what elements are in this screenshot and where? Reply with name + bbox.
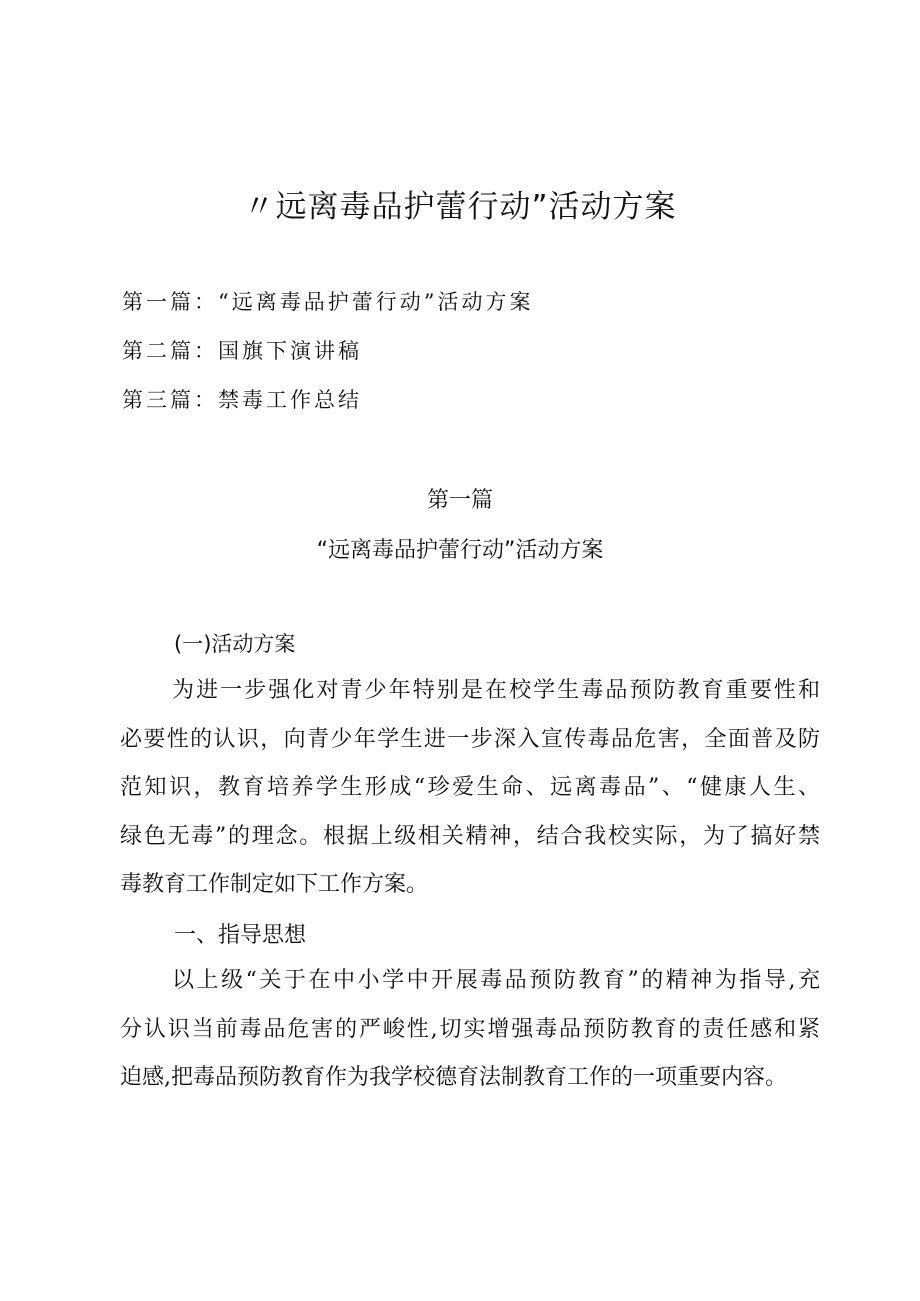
document-title: 〃远离毒品护蕾行动”活动方案 (243, 189, 677, 225)
paragraph-1 (120, 667, 820, 910)
subsection-heading: (一)活动方案 (174, 632, 296, 656)
paragraph-1-line: 毒教育工作制定如下工作方案。 (120, 872, 429, 897)
heading-guiding-ideology: 一、指导思想 (174, 923, 307, 948)
paragraph-2 (120, 957, 820, 1103)
paragraph-2-line: 迫感,把毒品预防教育作为我学校德育法制教育工作的一项重要内容。 (120, 1065, 787, 1090)
toc-item-3: 第三篇：禁毒工作总结 (122, 388, 362, 412)
table-of-contents (122, 287, 533, 434)
paragraph-2-line: 分认识当前毒品危害的严峻性,切实增强毒品预防教育的责任感和紧 (120, 1016, 820, 1042)
toc-item-1: 第一篇：“远离毒品护蕾行动”活动方案 (122, 290, 534, 314)
section-label: 第一篇 (426, 488, 493, 513)
paragraph-2-line: 以上级“关于在中小学中开展毒品预防教育”的精神为指导,充 (172, 968, 820, 993)
paragraph-1-line: 为进一步强化对青少年特别是在校学生毒品预防教育重要性和 (172, 678, 820, 703)
toc-item-2: 第二篇：国旗下演讲稿 (122, 339, 362, 363)
section-title: “远离毒品护蕾行动”活动方案 (316, 538, 604, 563)
paragraph-1-line: 绿色无毒”的理念。根据上级相关精神，结合我校实际，为了搞好禁 (120, 823, 820, 849)
paragraph-1-line: 范知识，教育培养学生形成“珍爱生命、远离毒品”、“健康人生、 (120, 775, 820, 800)
paragraph-1-line: 必要性的认识，向青少年学生进一步深入宣传毒品危害，全面普及防 (120, 726, 820, 752)
